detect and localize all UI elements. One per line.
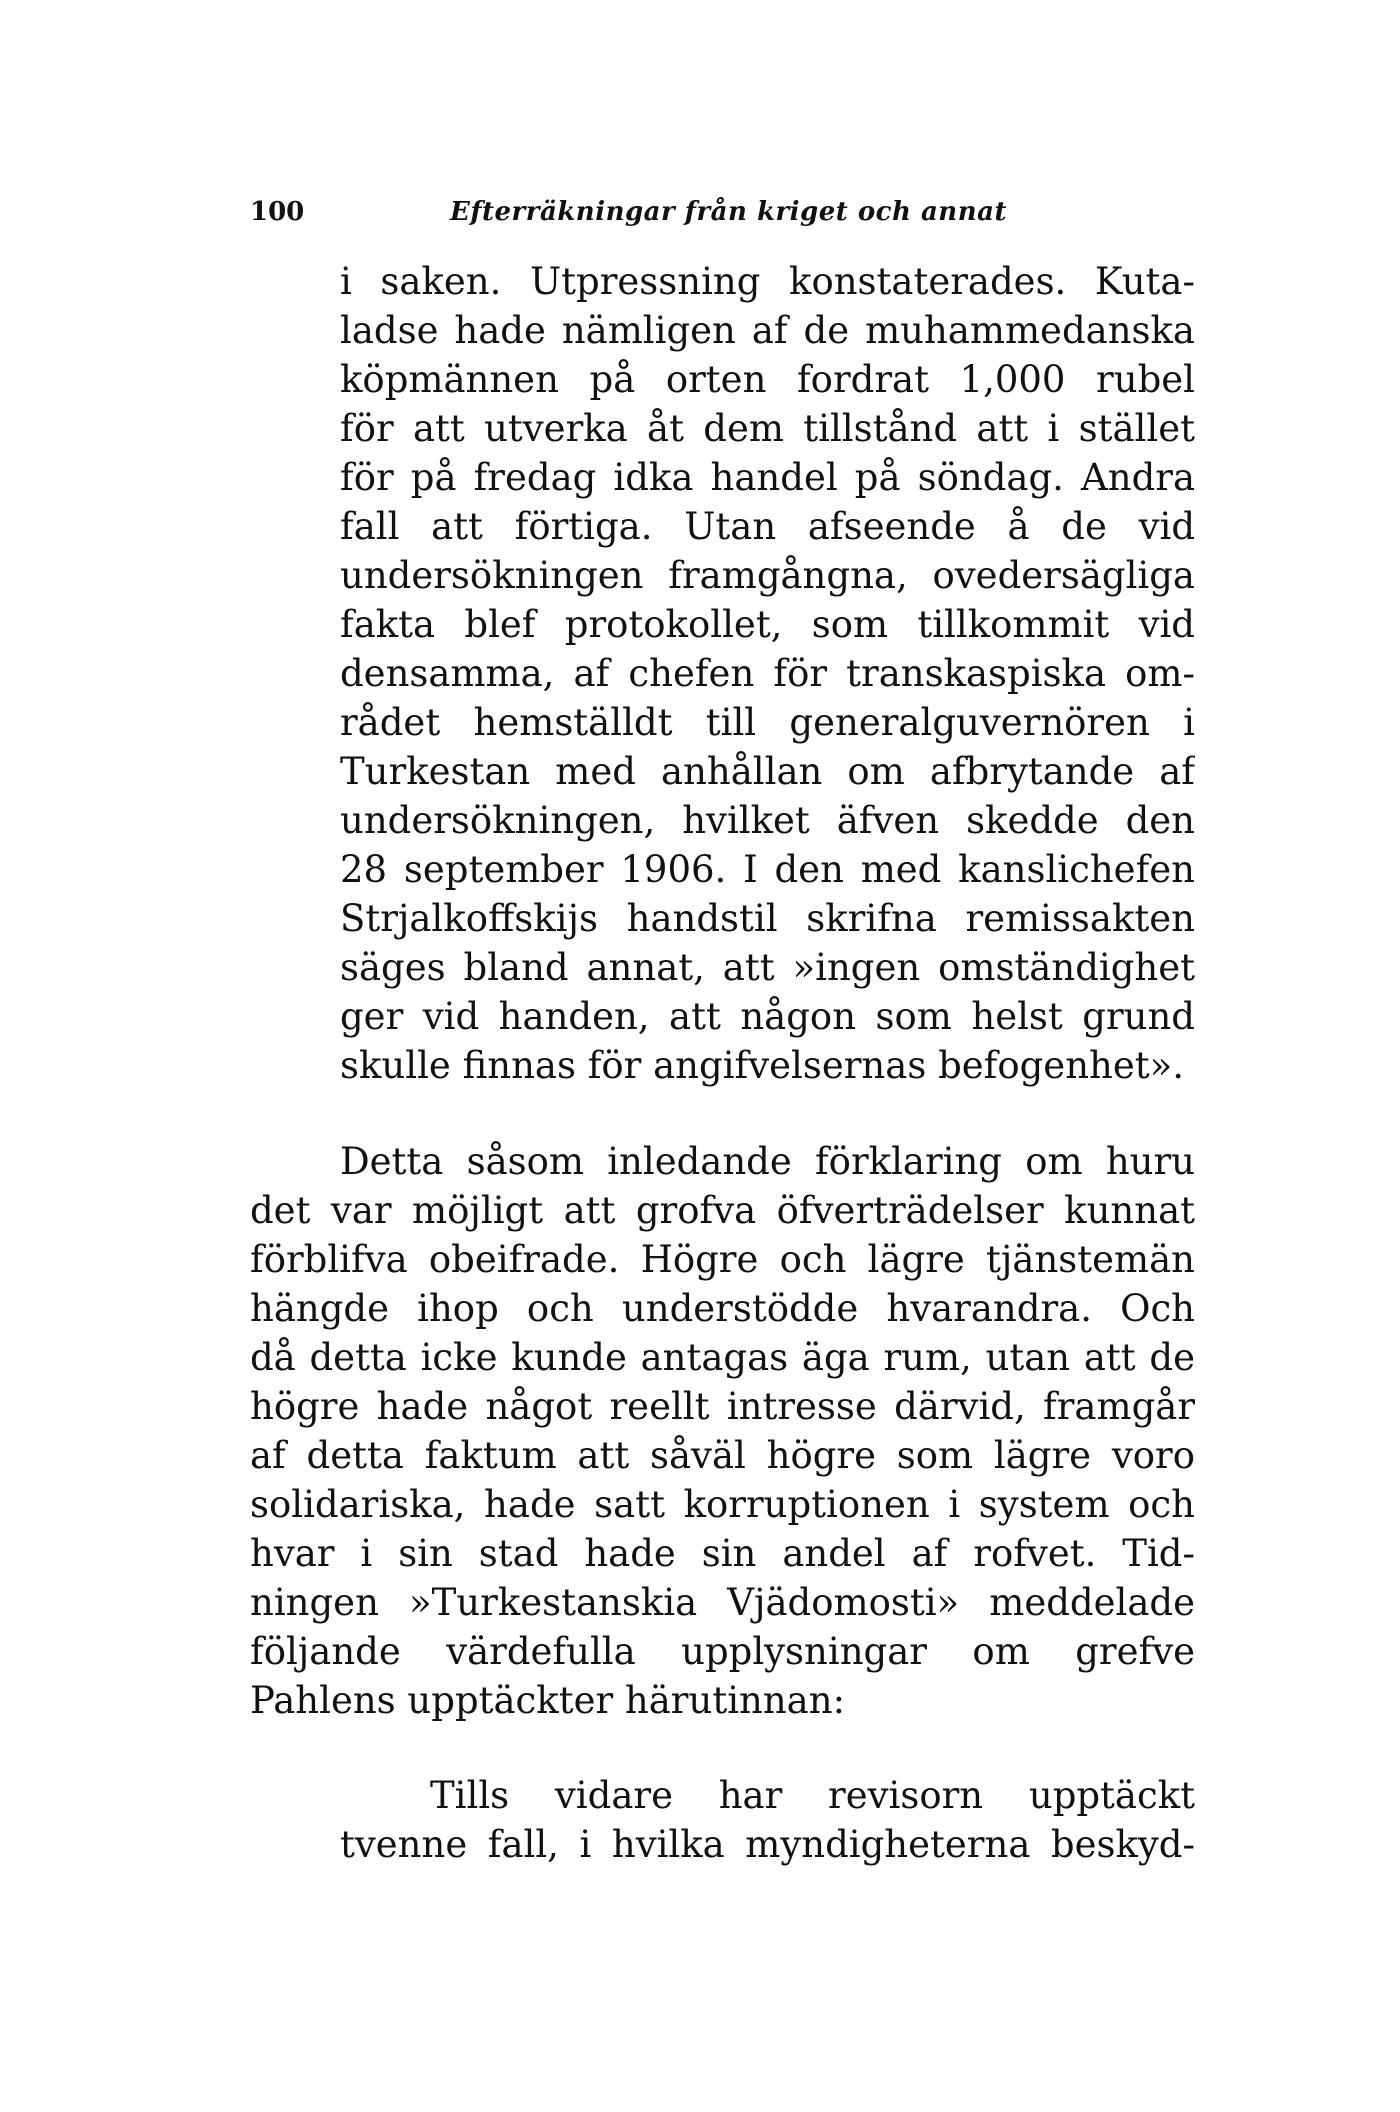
text-line: då detta icke kunde antagas äga rum, utan att de xyxy=(250,1336,1195,1379)
text-line: förblifva obeifrade. Högre och lägre tjänstemän xyxy=(250,1238,1195,1281)
text-line: Pahlens upptäckter härutinnan: xyxy=(250,1679,846,1722)
text-line: tvenne fall, i hvilka myndigheterna beskyd- xyxy=(340,1823,1195,1866)
text-line: det var möjligt att grofva öfverträdelser kunnat xyxy=(250,1189,1195,1232)
text-line: 28 september 1906. I den med kanslichefen xyxy=(340,848,1195,891)
text-line: solidariska, hade satt korruptionen i system och xyxy=(250,1483,1195,1526)
text-line: fall att förtiga. Utan afseende å de vid xyxy=(340,505,1195,548)
text-line: undersökningen framgångna, ovedersägliga xyxy=(340,554,1195,597)
text-line: hvar i sin stad hade sin andel af rofvet. Tid- xyxy=(250,1532,1195,1575)
text-line: fakta blef protokollet, som tillkommit vid xyxy=(340,603,1195,646)
text-line: för på fredag idka handel på söndag. Andra xyxy=(340,456,1195,499)
text-line: densamma, af chefen för transkaspiska om- xyxy=(340,652,1195,695)
text-line: i saken. Utpressning konstaterades. Kuta- xyxy=(340,260,1195,303)
text-line: högre hade något reellt intresse därvid, framgår xyxy=(250,1385,1195,1428)
text-line: Detta såsom inledande förklaring om huru xyxy=(340,1140,1195,1183)
text-line: af detta faktum att såväl högre som lägre voro xyxy=(250,1434,1195,1477)
text-line: hängde ihop och understödde hvarandra. Och xyxy=(250,1287,1195,1330)
page-number: 100 xyxy=(250,197,305,227)
text-line: för att utverka åt dem tillstånd att i stället xyxy=(340,407,1195,450)
text-line: Tills vidare har revisorn upptäckt xyxy=(430,1774,1195,1817)
text-line: ger vid handen, att någon som helst grund xyxy=(340,995,1195,1038)
text-line: köpmännen på orten fordrat 1,000 rubel xyxy=(340,358,1195,401)
text-line: Strjalkoffskijs handstil skrifna remissakten xyxy=(340,897,1195,940)
running-title: Efterräkningar från kriget och annat xyxy=(450,197,1007,227)
text-line: säges bland annat, att »ingen omständighet xyxy=(340,946,1195,989)
running-head xyxy=(250,192,1210,232)
text-line: ladse hade nämligen af de muhammedanska xyxy=(340,309,1195,352)
text-line: följande värdefulla upplysningar om grefve xyxy=(250,1630,1195,1673)
text-line: Turkestan med anhållan om afbrytande af xyxy=(340,750,1195,793)
text-line: undersökningen, hvilket äfven skedde den xyxy=(340,799,1195,842)
text-line: rådet hemställdt till generalguvernören i xyxy=(340,701,1195,744)
text-line: skulle finnas för angifvelsernas befogenhet». xyxy=(340,1044,1185,1087)
text-line: ningen »Turkestanskia Vjädomosti» meddelade xyxy=(250,1581,1195,1624)
